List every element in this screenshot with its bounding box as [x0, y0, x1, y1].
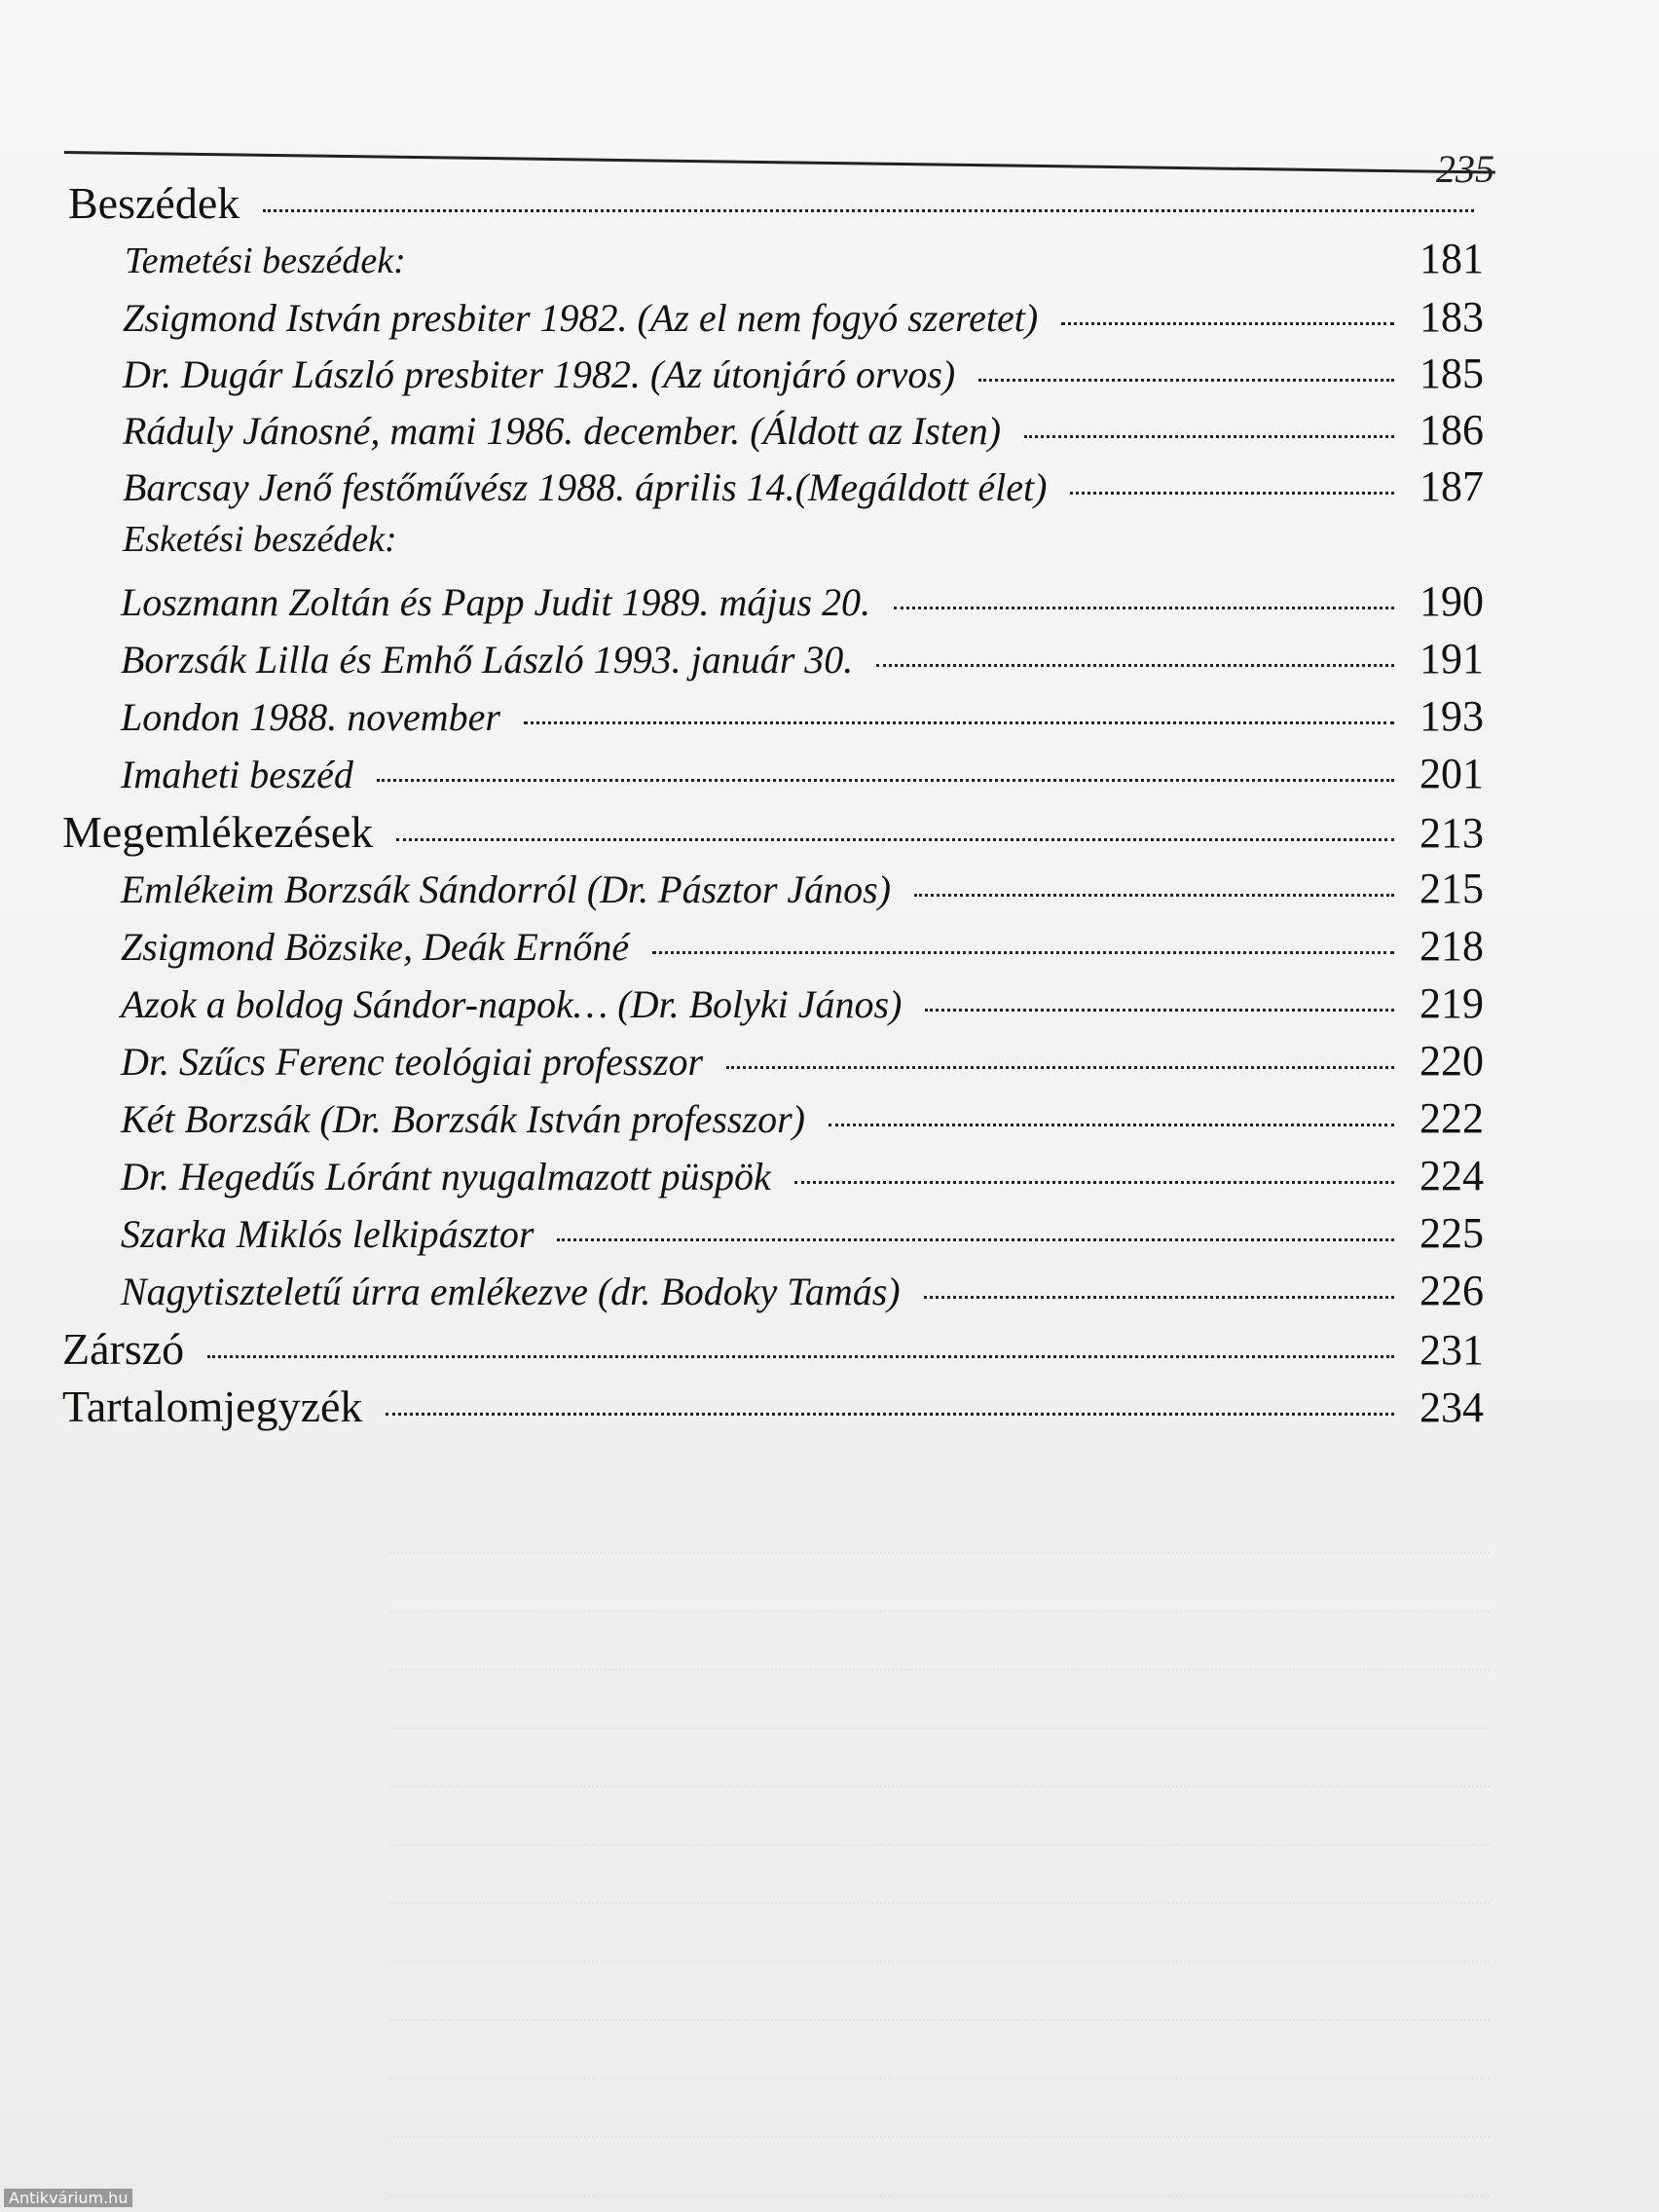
- toc-page-number: 215: [1419, 865, 1484, 912]
- dot-leader: [914, 894, 1394, 897]
- toc-row-entry: [121, 978, 1484, 1033]
- toc-row-section: [68, 177, 1499, 232]
- toc-page-number: 187: [1419, 462, 1484, 510]
- dot-leader: [377, 779, 1394, 782]
- toc-page-number: 225: [1419, 1209, 1484, 1257]
- page-number: 235: [1436, 147, 1494, 191]
- toc-page-number: 222: [1419, 1094, 1484, 1142]
- dot-leader: [652, 951, 1394, 954]
- toc-entry-title: Dr. Szűcs Ferenc teológiai professzor: [121, 1040, 704, 1084]
- toc-row-section: [62, 806, 1484, 861]
- toc-row-entry: [123, 405, 1484, 460]
- dot-leader: [396, 838, 1394, 841]
- toc-entry-title: Barcsay Jenő festőművész 1988. április 14.(Megáldott élet): [123, 465, 1048, 509]
- toc-row-subheading: [123, 518, 1484, 572]
- toc-row-entry: [121, 1151, 1484, 1205]
- toc-page-number: 213: [1419, 809, 1484, 857]
- dot-leader: [829, 1124, 1394, 1126]
- toc-page-number: 220: [1419, 1037, 1484, 1085]
- dot-leader: [1061, 322, 1394, 325]
- toc-page-number: 218: [1419, 922, 1484, 970]
- toc-entry-title: Emlékeim Borzsák Sándorról (Dr. Pásztor János): [121, 867, 892, 911]
- toc-page-number: 224: [1419, 1152, 1484, 1199]
- toc-page-number: 183: [1419, 293, 1484, 341]
- toc-row-entry: [121, 691, 1484, 746]
- watermark: Antikvárium.hu: [4, 2189, 132, 2207]
- toc-page-number: 181: [1419, 235, 1484, 282]
- dot-leader: [1070, 492, 1394, 495]
- toc-row-entry: [123, 461, 1484, 516]
- toc-page-number: 185: [1419, 350, 1484, 397]
- toc-section-title: Zárszó: [62, 1324, 185, 1374]
- toc-entry-title: Zsigmond Bözsike, Deák Ernőné: [121, 925, 630, 969]
- toc-row-entry: [121, 634, 1484, 688]
- toc-entry-title: Dr. Dugár László presbiter 1982. (Az útonjáró orvos): [123, 352, 956, 396]
- toc-row-subheading: [125, 234, 1484, 288]
- toc-entry-title: Két Borzsák (Dr. Borzsák István professzor): [121, 1097, 805, 1141]
- toc-page-number: 186: [1419, 406, 1484, 454]
- dot-leader: [524, 721, 1394, 724]
- toc-entry-title: Imaheti beszéd: [121, 753, 353, 796]
- toc-row-section: [62, 1381, 1484, 1435]
- toc-entry-title: Borzsák Lilla és Emhő László 1993. január 30.: [121, 638, 854, 682]
- toc-page-number: 190: [1419, 577, 1484, 625]
- toc-subheading: Esketési beszédek:: [123, 519, 397, 560]
- toc-page-number: 193: [1419, 692, 1484, 740]
- dot-leader: [978, 379, 1394, 382]
- toc-page-number: 226: [1419, 1267, 1484, 1314]
- dot-leader: [925, 1009, 1394, 1012]
- toc-row-entry: [121, 1266, 1484, 1320]
- dot-leader: [386, 1413, 1394, 1416]
- toc-entry-title: Szarka Miklós lelkipásztor: [121, 1212, 535, 1256]
- toc-section-title: Tartalomjegyzék: [62, 1382, 363, 1431]
- toc-row-entry: [121, 1208, 1484, 1263]
- toc-section-title: Megemlékezések: [62, 807, 374, 857]
- reverse-page-lines: [389, 1499, 1490, 2200]
- dot-leader: [726, 1066, 1394, 1069]
- toc-page-number: 191: [1419, 635, 1484, 682]
- dot-leader: [429, 264, 1394, 267]
- dot-leader: [263, 209, 1474, 212]
- toc-subheading: Temetési beszédek:: [125, 240, 406, 281]
- dot-leader: [876, 664, 1394, 667]
- toc-entry-title: London 1988. november: [121, 695, 500, 739]
- toc-entry-title: Nagytiszteletű úrra emlékezve (dr. Bodoky Tamás): [121, 1270, 901, 1313]
- toc-row-entry: [121, 576, 1484, 631]
- toc-entry-title: Zsigmond István presbiter 1982. (Az el nem fogyó szeretet): [123, 296, 1039, 340]
- header-rule: [64, 151, 1495, 174]
- dot-leader: [894, 607, 1394, 609]
- toc-page-number: 219: [1419, 979, 1484, 1027]
- toc-row-entry: [121, 1093, 1484, 1148]
- toc-entry-title: Azok a boldog Sándor-napok… (Dr. Bolyki János): [121, 982, 903, 1026]
- dot-leader: [207, 1355, 1394, 1358]
- dot-leader: [1024, 435, 1394, 438]
- toc-row-entry: [121, 1036, 1484, 1090]
- dot-leader: [794, 1181, 1394, 1184]
- toc-row-entry: [123, 349, 1484, 403]
- toc-page-number: 201: [1419, 750, 1484, 797]
- toc-page-number: 231: [1419, 1326, 1484, 1374]
- toc-row-section: [62, 1323, 1484, 1378]
- toc-page-number: 234: [1419, 1383, 1484, 1431]
- toc-row-entry: [121, 749, 1484, 803]
- toc-row-entry: [121, 921, 1484, 976]
- toc-row-entry: [121, 864, 1484, 918]
- dot-leader: [924, 1296, 1394, 1299]
- dot-leader: [557, 1238, 1394, 1241]
- toc-entry-title: Ráduly Jánosné, mami 1986. december. (Áldott az Isten): [123, 409, 1002, 453]
- toc-section-title: Beszédek: [68, 178, 240, 228]
- toc-entry-title: Loszmann Zoltán és Papp Judit 1989. május 20.: [121, 580, 871, 624]
- toc-entry-title: Dr. Hegedűs Lóránt nyugalmazott püspök: [121, 1155, 771, 1198]
- toc-row-entry: [123, 292, 1484, 347]
